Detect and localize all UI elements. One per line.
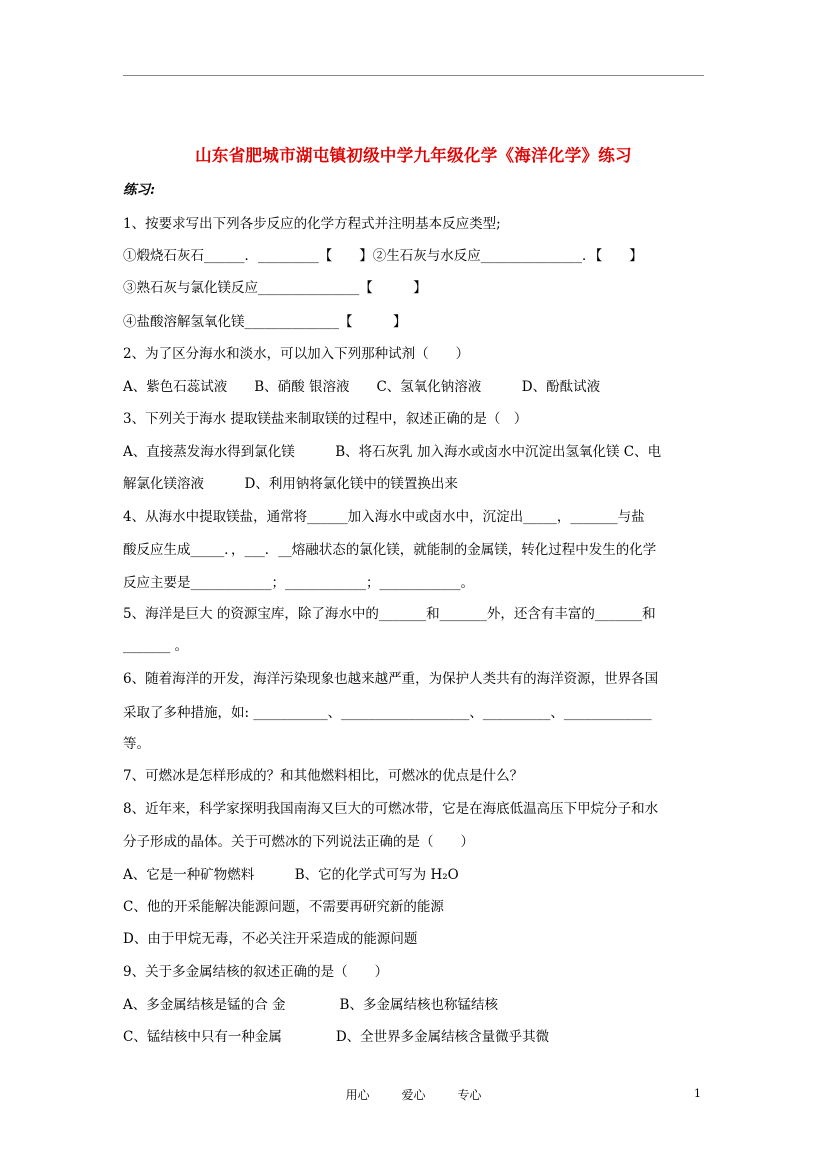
question-line: 分子形成的晶体。关于可燃冰的下列说法正确的是（ ）: [123, 834, 474, 850]
question-line: 3、下列关于海水 提取镁盐来制取镁的过程中，叙述正确的是（ ）: [123, 411, 528, 427]
option-line: C、他的开采能解决能源问题，不需要再研究新的能源: [123, 899, 444, 915]
question-line: 等。: [123, 736, 150, 752]
question-line: 6、随着海洋的开发，海洋污染现象也越来越严重，为保护人类共有的海洋资源，世界各国: [123, 671, 659, 687]
question-line: ③熟石灰与氯化镁反应_______________【 】: [123, 280, 427, 296]
footer-motto: 专心: [457, 1088, 482, 1102]
question-line: _______ 。: [123, 638, 189, 654]
option-line: D、由于甲烷无毒，不必关注开采造成的能源问题: [123, 931, 418, 947]
question-line: 9、关于多金属结核的叙述正确的是（ ）: [123, 964, 389, 980]
option-line: A、它是一种矿物燃料 B、它的化学式可写为 H₂O: [123, 867, 459, 883]
footer-motto: 爱心: [401, 1088, 426, 1102]
page-title: 山东省肥城市湖屯镇初级中学九年级化学《海洋化学》练习: [195, 146, 632, 165]
question-line: ①煅烧石灰石______．_________【 】②生石灰与水反应_______________．【 】: [123, 248, 643, 264]
question-line: 采取了多种措施，如: ___________、___________________、__________、_____________: [123, 705, 652, 721]
footer-motto: 用心: [345, 1088, 370, 1102]
question-line: 酸反应生成_____．，___．__熔融状态的氯化镁，就能制的金属镁，转化过程中发生的化学: [123, 542, 657, 558]
page-number: 1: [694, 1087, 701, 1100]
section-heading: 练习:: [123, 182, 155, 198]
question-line: 8、近年来，科学家探明我国南海又巨大的可燃冰带，它是在海底低温高压下甲烷分子和水: [123, 801, 659, 817]
question-line: ④盐酸溶解氢氧化镁______________【 】: [123, 314, 407, 330]
question-line: 反应主要是____________；____________；____________。: [123, 575, 474, 591]
question-line: 7、可燃冰是怎样形成的？和其他燃料相比，可燃冰的优点是什么？: [123, 768, 524, 784]
option-line: A、紫色石蕊试液 B、硝酸 银溶液 C、氢氧化钠溶液 D、酚酞试液: [123, 379, 601, 395]
option-line: C、锰结核中只有一种金属 D、全世界多金属结核含量微乎其微: [123, 1029, 550, 1045]
header-rule: [123, 75, 704, 76]
option-line: A、直接蒸发海水得到氯化镁 B、将石灰乳 加入海水或卤水中沉淀出氢氧化镁 C、电: [123, 444, 662, 460]
question-line: 2、为了区分海水和淡水，可以加入下列那种试剂（ ）: [123, 346, 470, 362]
page-footer: [0, 1086, 827, 1103]
question-line: 1、按要求写出下列各步反应的化学方程式并注明基本反应类型;: [123, 216, 501, 232]
question-line: 5、海洋是巨大 的资源宝库，除了海水中的_______和_______外，还含有丰富的_______和: [123, 606, 656, 622]
option-line: A、多金属结核是锰的合 金 B、多金属结核也称锰结核: [123, 997, 498, 1013]
option-line: 解氯化镁溶液 D、利用钠将氯化镁中的镁置换出来: [123, 476, 458, 492]
question-line: 4、从海水中提取镁盐，通常将______加入海水中或卤水中，沉淀出_____，_______与盐: [123, 509, 645, 525]
